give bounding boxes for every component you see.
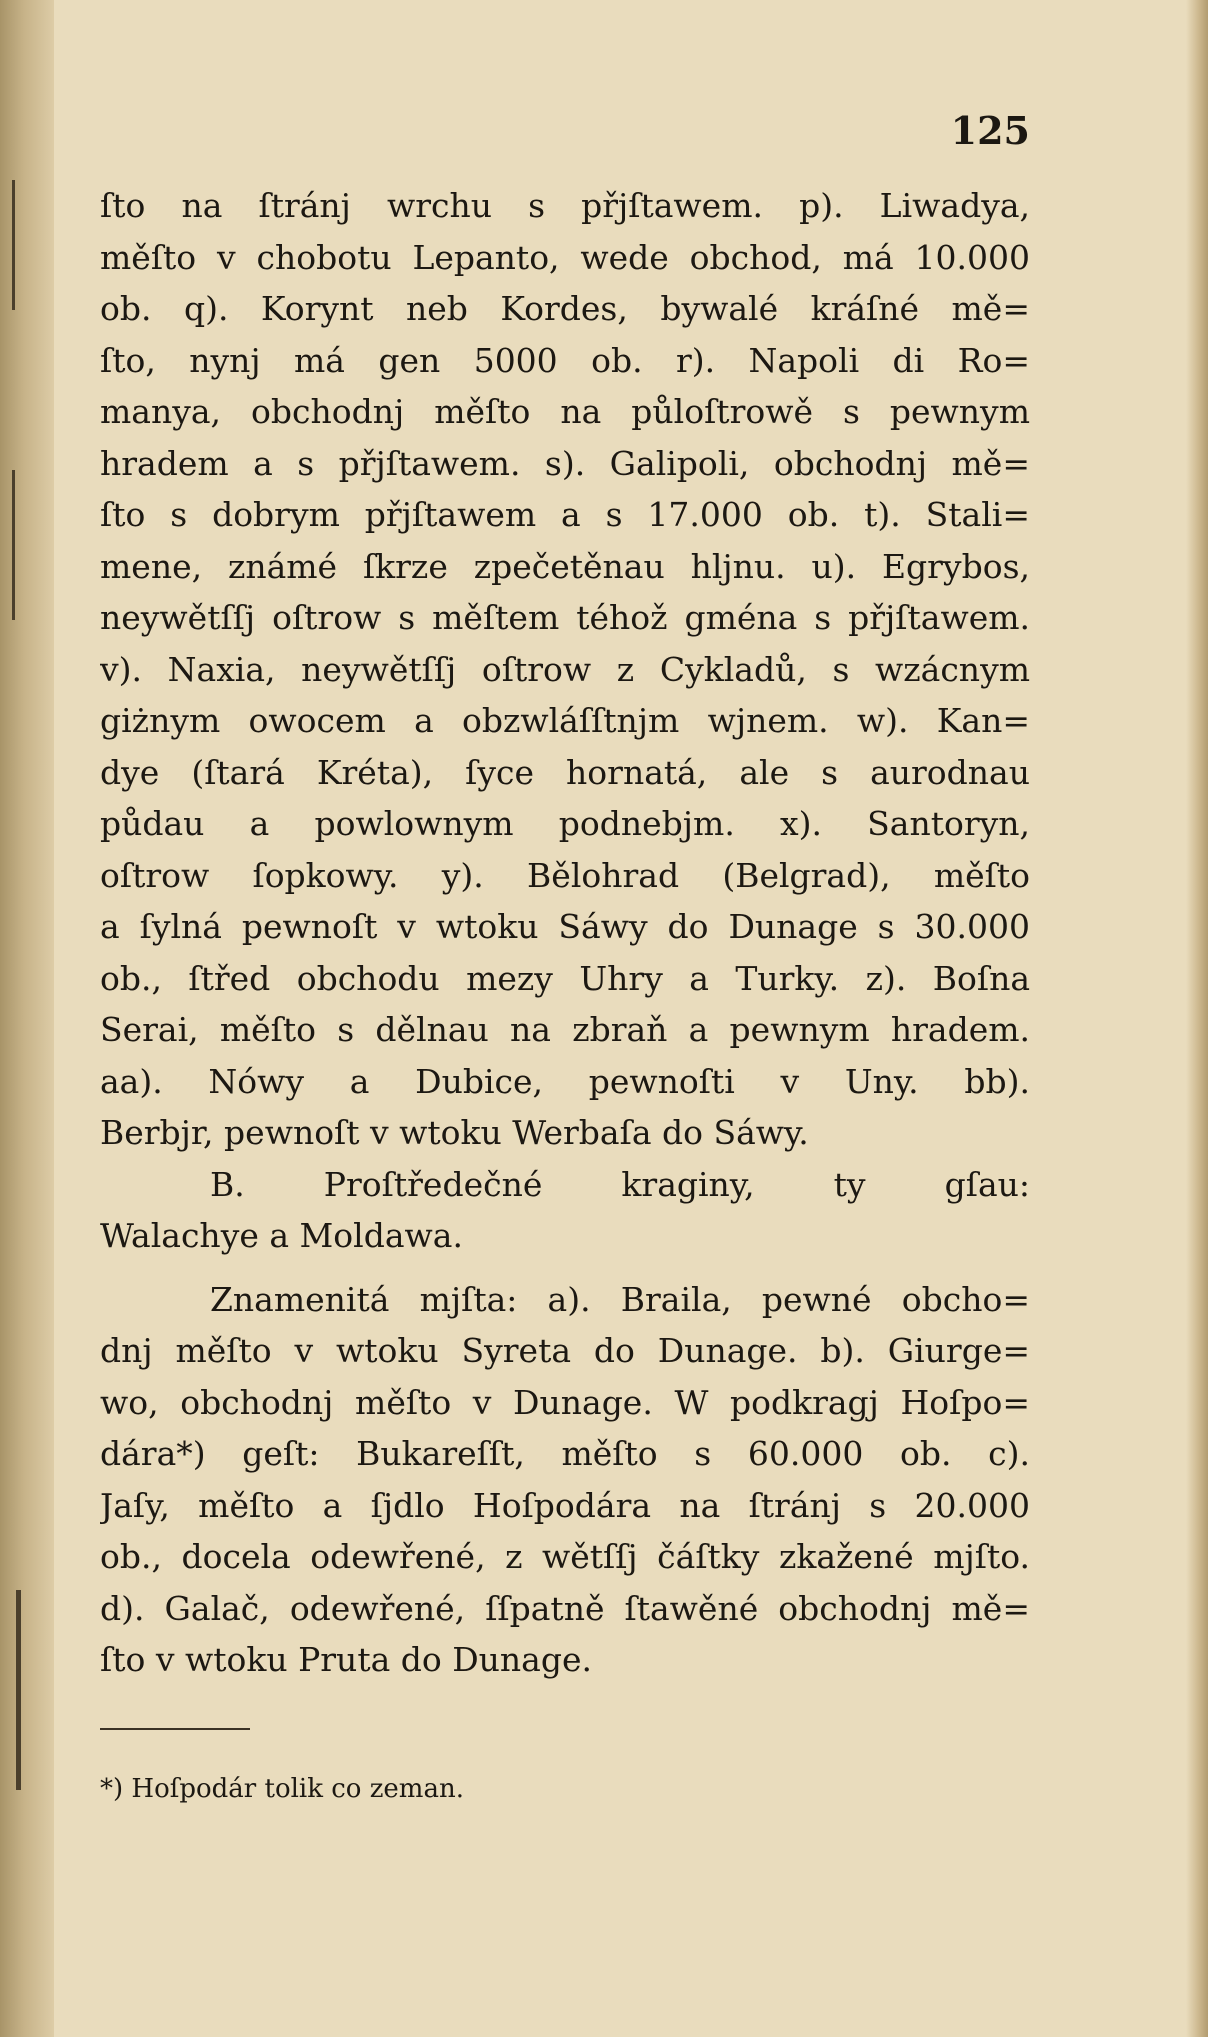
text-line: hradem a s přjſtawem. s). Galipoli, obchodnj mě= [100,443,1030,483]
text-line: ſto s dobrym přjſtawem a s 17.000 ob. t). Stali= [100,495,1030,534]
gutter-mark [12,180,15,310]
section-heading-continued: Walachye a Moldawa. [100,1216,463,1255]
gutter-mark [16,1590,21,1790]
text-line: mene, známé ſkrze zpečetěnau hljnu. u). Egrybos, [100,546,1030,586]
text-line: giżnym owocem a obzwláſſtnjm wjnem. w). Kan= [100,701,1030,740]
text-line: manya, obchodnj měſto na půloſtrowě s pewnym [100,392,1030,431]
text-line: půdau a powlownym podnebjm. x). Santoryn, [100,804,1030,843]
text-line: dnj měſto v wtoku Syreta do Dunage. b). Giurge= [100,1331,1030,1370]
text-line: měſto v chobotu Lepanto, wede obchod, má 10.000 [100,237,1030,277]
text-line: Berbjr, pewnoſt v wtoku Werbaſa do Sáwy. [100,1113,809,1152]
text-line: aa). Nówy a Dubice, pewnoſti v Uny. bb). [100,1061,1030,1101]
section-heading: B. Proſtředečné kraginy, ty gſau: [210,1164,1030,1204]
footnote-rule [100,1728,250,1730]
page-edge [1186,0,1208,2037]
text-line: dye (ſtará Kréta), ſyce hornatá, ale s aurodnau [100,752,1030,792]
text-line: v). Naxia, neywětſſj oſtrow z Cykladů, s wzácnym [100,649,1030,689]
gutter-mark [12,470,15,620]
text-line: Jaſy, měſto a ſjdlo Hoſpodára na ſtránj s 20.000 [100,1485,1030,1525]
text-line: ſto v wtoku Pruta do Dunage. [100,1640,593,1679]
text-line: ſto na ſtránj wrchu s přjſtawem. p). Liwadya, [100,186,1030,225]
page-gutter [0,0,54,2037]
text-line: oſtrow ſopkowy. y). Bělohrad (Belgrad), měſto [100,855,1030,895]
text-line: ob., ſtřed obchodu mezy Uhry a Turky. z). Boſna [100,958,1030,998]
text-line: d). Galač, odewřené, ſſpatně ſtawěné obchodnj mě= [100,1588,1030,1628]
text-line: ſto, nynj má gen 5000 ob. r). Napoli di Ro= [100,340,1030,380]
paragraph-gap [100,1262,1030,1274]
text-line: Znamenitá mjſta: a). Braila, pewné obcho= [210,1279,1030,1319]
text-line: neywětſſj oſtrow s měſtem téhož gména s přjſtawem. [100,598,1030,637]
body-text [100,180,1030,1686]
text-line: ob., docela odewřené, z wětſſj čáſtky zkažené mjſto. [100,1537,1030,1576]
footnote: *) Hoſpodár tolik co zeman. [100,1774,464,1804]
text-line: dára*) geſt: Bukareſſt, měſto s 60.000 ob. c). [100,1434,1030,1473]
text-line: ob. q). Korynt neb Kordes, bywalé kráſné mě= [100,289,1030,328]
text-line: wo, obchodnj měſto v Dunage. W podkragj Hoſpo= [100,1382,1030,1422]
page-number: 125 [950,108,1030,153]
text-line: Serai, měſto s dělnau na zbraň a pewnym hradem. [100,1010,1030,1049]
text-line: a ſylná pewnoſt v wtoku Sáwy do Dunage s 30.000 [100,907,1030,946]
